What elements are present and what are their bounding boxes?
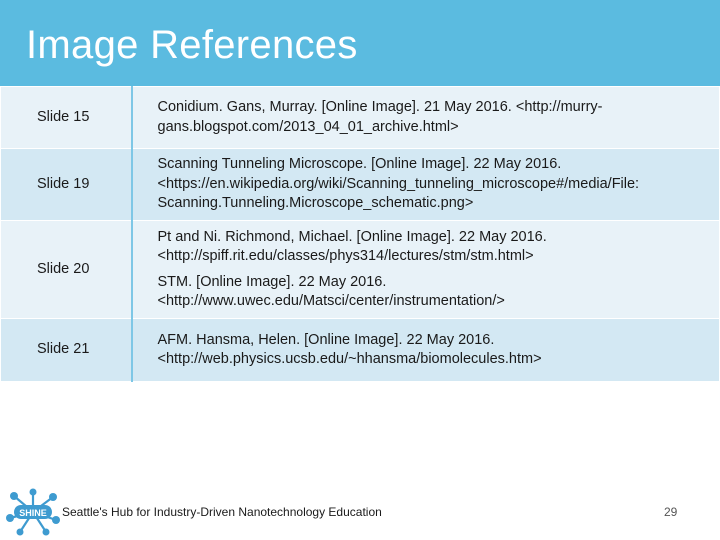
reference-line: AFM. Hansma, Helen. [Online Image]. 22 May 2016. [157,331,495,348]
slide-label: Slide 20 [1,221,132,319]
reference-line: <http://spiff.rit.edu/classes/phys314/lectures/stm/stm.html> [157,248,534,264]
reference-line: STM. [Online Image]. 22 May 2016. [157,273,387,290]
logo-text: SHINE [19,508,47,518]
table-row [1,87,720,149]
table-row [1,149,720,221]
reference-cell [132,87,720,149]
reference-entry [158,155,712,214]
footer-text: Seattle's Hub for Industry-Driven Nanotechnology Education [62,505,382,519]
reference-line: <http://web.physics.ucsb.edu/~hhansma/biomolecules.htm> [157,351,542,367]
reference-entry [158,228,712,267]
references-table [0,86,720,382]
reference-line: <http://www.uwec.edu/Matsci/center/instrumentation/> [157,293,505,309]
slide-title: Image References [26,23,358,67]
shine-logo-icon [4,488,62,536]
reference-line: Pt and Ni. Richmond, Michael. [Online Image]. 22 May 2016. [157,228,547,245]
page-number: 29 [664,505,678,519]
reference-line: Conidium. Gans, Murray. [Online Image]. 21 May 2016. <http://murry- [157,99,603,115]
reference-line: Scanning Tunneling Microscope. [Online Image]. 22 May 2016. [157,156,562,173]
reference-line: Scanning.Tunneling.Microscope_schematic.png> [157,195,474,212]
reference-cell [132,319,720,382]
slide-label: Slide 19 [1,149,132,221]
table-row [1,319,720,382]
table-row [1,221,720,319]
reference-line: gans.blogspot.com/2013_04_01_archive.html> [157,118,459,135]
reference-cell [132,221,720,319]
slide-label: Slide 15 [1,87,132,149]
reference-entry [158,331,712,370]
slide-label: Slide 21 [1,319,132,382]
reference-entry [158,98,712,137]
reference-line: <https://en.wikipedia.org/wiki/Scanning_tunneling_microscope#/media/File: [157,175,640,192]
reference-cell [132,149,720,221]
reference-entry [158,273,712,312]
title-bar [0,0,720,86]
